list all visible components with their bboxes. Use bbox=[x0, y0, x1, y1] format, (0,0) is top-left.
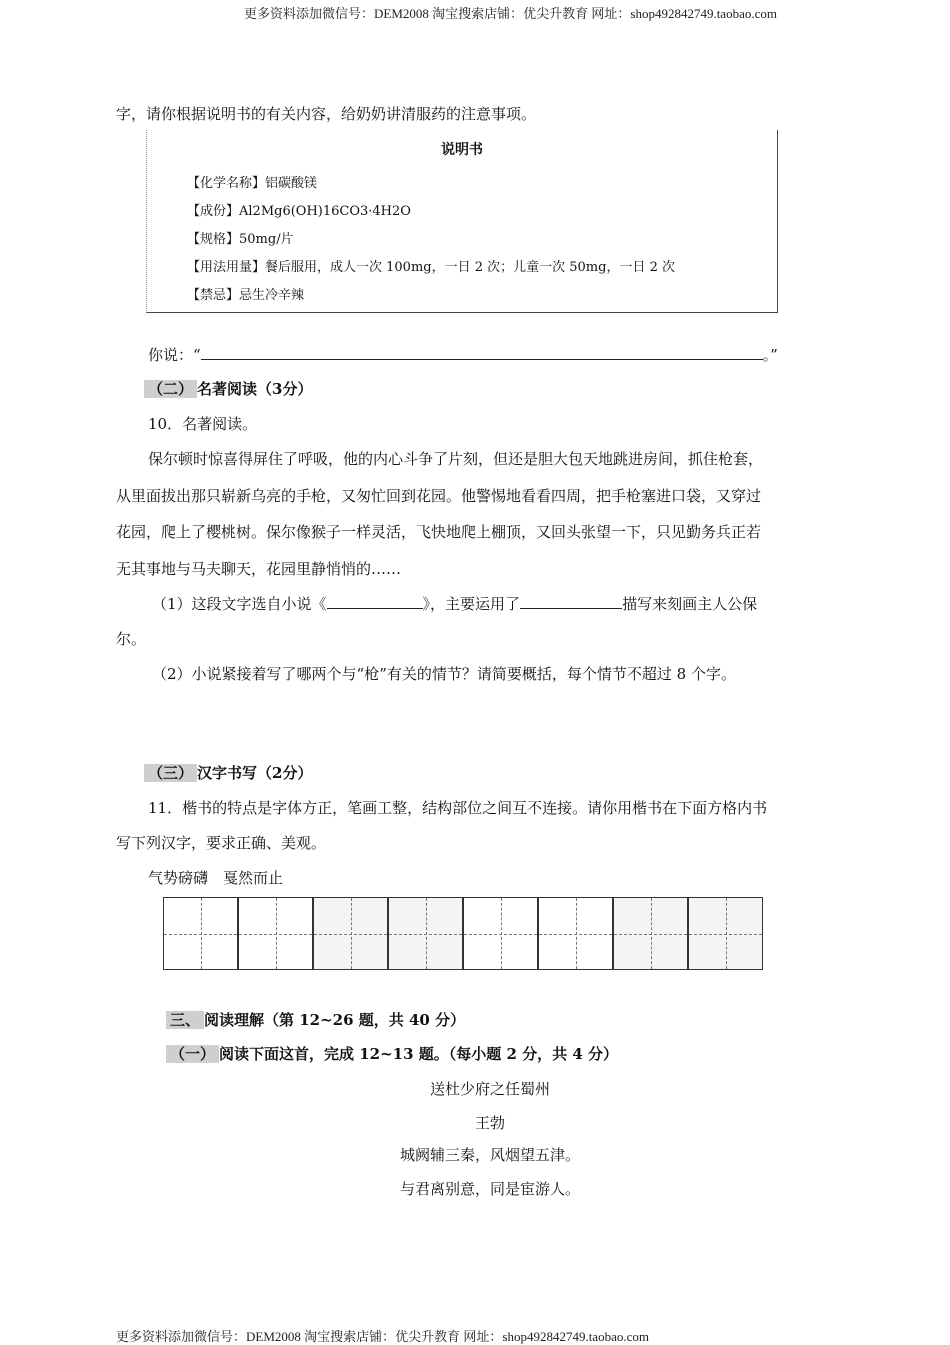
part-3-label: 三、 bbox=[166, 1011, 204, 1029]
grid-cell[interactable] bbox=[463, 897, 538, 970]
grid-cell[interactable] bbox=[613, 897, 688, 970]
poem-title: 送杜少府之任蜀州 bbox=[429, 1080, 550, 1098]
poem-line: 城阙辅三秦，风烟望五津。 bbox=[399, 1146, 580, 1164]
part-3-title: 阅读理解（第 12~26 题，共 40 分） bbox=[204, 1011, 466, 1029]
section-2-title: 名著阅读（3分） bbox=[197, 380, 313, 398]
answer-blank[interactable] bbox=[201, 344, 763, 360]
you-say-line bbox=[148, 344, 778, 365]
q10-number: 10．名著阅读。 bbox=[148, 415, 258, 433]
book-title-blank[interactable] bbox=[327, 593, 423, 609]
grid-cell[interactable] bbox=[388, 897, 463, 970]
manual-line: 【成份】Al2Mg6(OH)16CO3·4H2O bbox=[187, 204, 411, 219]
passage-line: 无其事地与马夫聊天，花园里静悄悄的…… bbox=[116, 560, 402, 578]
grid-cell[interactable] bbox=[238, 897, 313, 970]
part-3-heading bbox=[166, 1009, 465, 1030]
passage-line: 从里面拔出那只崭新乌亮的手枪，又匆忙回到花园。他警惕地看看四周，把手枪塞进口袋，又穿过 bbox=[116, 487, 762, 505]
part-3-sub-title: 阅读下面这首，完成 12~13 题。（每小题 2 分，共 4 分） bbox=[219, 1045, 619, 1063]
section-2-label: （二） bbox=[144, 380, 197, 398]
page-header: 更多资料添加微信号：DEM2008 淘宝搜索店铺：优尖升教育 网址：shop492842749.taobao.com bbox=[244, 6, 777, 21]
section-3-heading bbox=[144, 762, 312, 783]
poem-author: 王勃 bbox=[474, 1114, 505, 1132]
poem-line: 与君离别意，同是宦游人。 bbox=[399, 1180, 580, 1198]
part-3-sub-label: （一） bbox=[166, 1045, 219, 1063]
you-say-prefix: 你说：“ bbox=[148, 346, 201, 364]
passage-line: 花园，爬上了樱桃树。保尔像猴子一样灵活，飞快地爬上棚顶，又回头张望一下，只见勤务兵正若 bbox=[116, 523, 762, 541]
manual-line: 【化学名称】铝碳酸镁 bbox=[187, 176, 318, 191]
grid-cell[interactable] bbox=[163, 897, 238, 970]
manual-title: 说明书 bbox=[441, 142, 483, 158]
manual-line: 【用法用量】餐后服用，成人一次 100mg，一日 2 次；儿童一次 50mg，一日 2 次 bbox=[187, 260, 675, 275]
q10-sub1-cont: 尔。 bbox=[116, 630, 147, 648]
manual-line: 【禁忌】忌生冷辛辣 bbox=[187, 288, 305, 303]
grid-cell[interactable] bbox=[688, 897, 763, 970]
q10-sub1-text: 描写来刻画主人公保 bbox=[622, 595, 758, 613]
q10-sub1 bbox=[152, 593, 757, 614]
writing-grid bbox=[163, 897, 763, 970]
section-2-heading bbox=[144, 378, 312, 399]
technique-blank[interactable] bbox=[520, 593, 622, 609]
intro-line: 字，请你根据说明书的有关内容，给奶奶讲清服药的注意事项。 bbox=[116, 105, 537, 123]
q10-sub1-text: （1）这段文字选自小说《 bbox=[152, 595, 327, 613]
q10-sub2: （2）小说紧接着写了哪两个与“枪”有关的情节？请简要概括，每个情节不超过 8 个字。 bbox=[152, 665, 736, 683]
section-3-label: （三） bbox=[144, 764, 197, 782]
q11-line1: 11．楷书的特点是字体方正，笔画工整，结构部位之间互不连接。请你用楷书在下面方格内书 bbox=[148, 799, 768, 817]
grid-cell[interactable] bbox=[538, 897, 613, 970]
q11-words: 气势磅礴 戛然而止 bbox=[148, 869, 284, 887]
passage-line: 保尔顿时惊喜得屏住了呼吸，他的内心斗争了片刻，但还是胆大包天地跳进房间，抓住枪套， bbox=[148, 450, 764, 468]
grid-cell[interactable] bbox=[313, 897, 388, 970]
manual-line: 【规格】50mg/片 bbox=[187, 232, 294, 247]
q11-line2: 写下列汉字，要求正确、美观。 bbox=[116, 834, 327, 852]
section-3-title: 汉字书写（2分） bbox=[197, 764, 313, 782]
part-3-sub-heading bbox=[166, 1043, 618, 1064]
q10-sub1-text: 》，主要运用了 bbox=[422, 595, 521, 613]
manual-box bbox=[146, 130, 778, 313]
you-say-suffix: 。” bbox=[762, 346, 778, 364]
page-footer: 更多资料添加微信号：DEM2008 淘宝搜索店铺：优尖升教育 网址：shop492842749.taobao.com bbox=[116, 1329, 649, 1344]
